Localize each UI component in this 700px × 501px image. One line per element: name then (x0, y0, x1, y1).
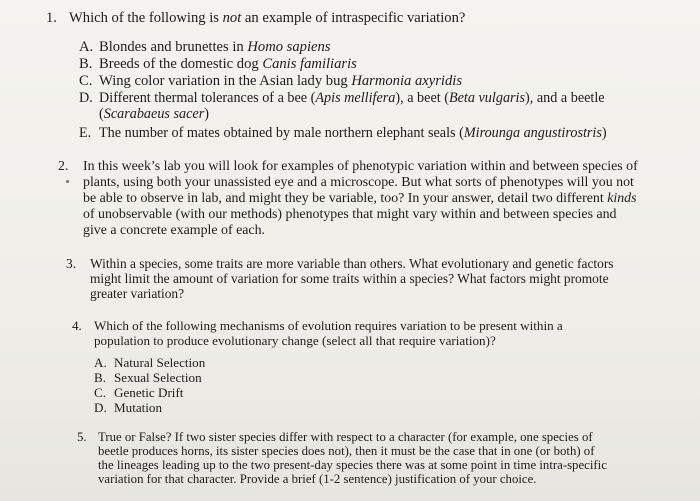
question-number: 2. (58, 159, 69, 174)
option-c: C. Wing color variation in the Asian lady bug Harmonia axyridis (79, 73, 462, 89)
question-3 (66, 256, 666, 308)
option-b: B. Breeds of the domestic dog Canis familiaris (79, 56, 357, 72)
question-1 (46, 10, 686, 150)
question-4 (72, 318, 632, 418)
question-line: Which of the following mechanisms of evolution requires variation to be present within a (94, 318, 563, 333)
option-d-continued: (Scarabaeus sacer) (99, 106, 209, 122)
question-line: plants, using both your unassisted eye and a microscope. But what sorts of phenotypes will you not (83, 175, 634, 190)
question-line: the lineages leading up to the two present-day species there was at some point in time intra-specific (98, 458, 607, 472)
question-line: variation for that character. Provide a brief (1-2 sentence) justification of your choice. (98, 472, 537, 486)
option-a: A. Natural Selection (94, 355, 206, 370)
option-d: D. Mutation (94, 400, 163, 415)
question-line: of unobservable (with our methods) phenotypes that might vary within and between species and (83, 207, 617, 222)
question-line: might limit the amount of variation for some traits within a species? What factors might promote (90, 271, 609, 286)
option-a: A. Blondes and brunettes in Homo sapiens (79, 39, 331, 55)
question-number: 3. (66, 256, 77, 271)
option-b: B. Sexual Selection (94, 370, 202, 385)
question-line: beetle produces horns, its sister species does not), then it must be the case that in one (or both) of (98, 444, 595, 458)
option-e: E. The number of mates obtained by male northern elephant seals (Mirounga angustirostris) (79, 125, 607, 141)
stray-mark (66, 180, 69, 183)
question-number: 1. (46, 10, 57, 26)
question-number: 5. (77, 430, 87, 444)
question-line: Within a species, some traits are more variable than others. What evolutionary and genetic factors (90, 256, 614, 271)
question-number: 4. (72, 318, 82, 333)
question-line: greater variation? (90, 286, 185, 301)
question-5 (77, 430, 677, 494)
question-line: give a concrete example of each. (83, 223, 266, 238)
option-d: D. Different thermal tolerances of a bee (Apis mellifera), a beet (Beta vulgaris), and a beetle (79, 90, 605, 106)
question-line: population to produce evolutionary change (select all that require variation)? (94, 333, 496, 348)
question-stem: Which of the following is not an example of intraspecific variation? (69, 10, 466, 26)
option-c: C. Genetic Drift (94, 385, 184, 400)
question-line: be able to observe in lab, and might they be variable, too? In your answer, detail two different kinds (83, 191, 637, 206)
question-line: In this week’s lab you will look for examples of phenotypic variation within and between species of (83, 159, 638, 174)
question-line: True or False? If two sister species differ with respect to a character (for example, one species of (98, 430, 593, 444)
question-2 (58, 159, 688, 244)
